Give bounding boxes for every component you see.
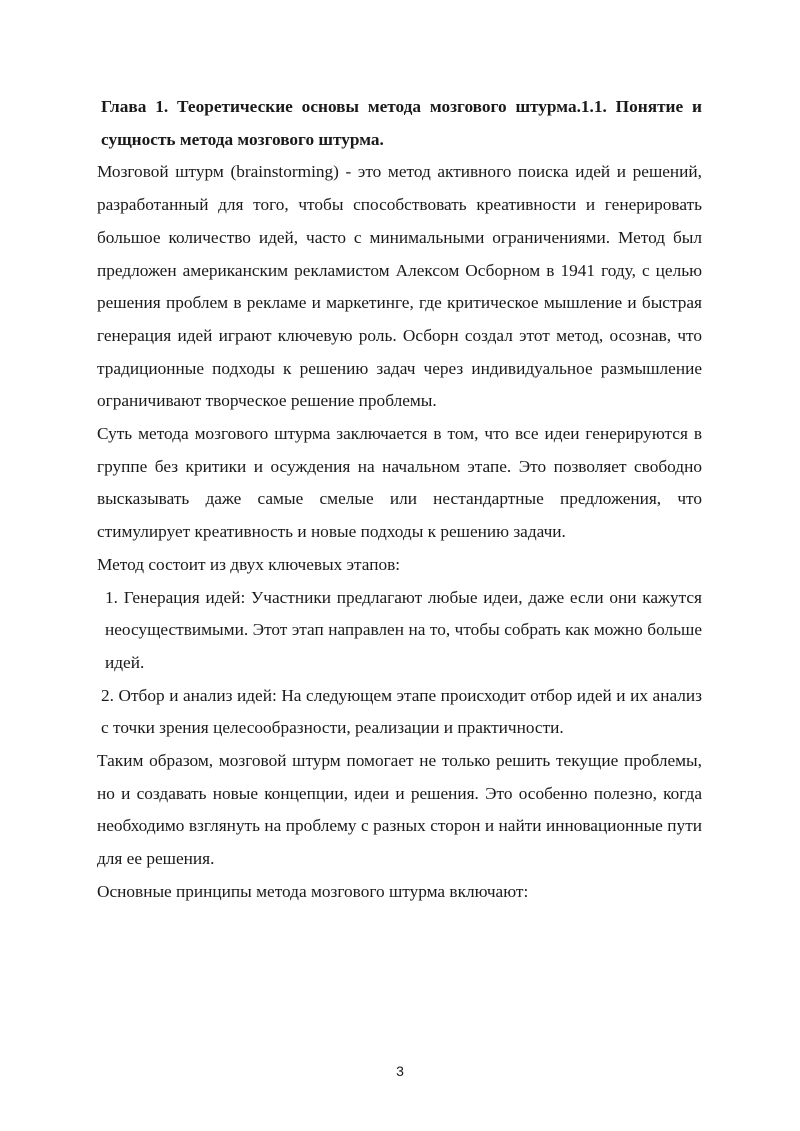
- paragraph-stages-intro: Метод состоит из двух ключевых этапов:: [97, 554, 401, 574]
- paragraph-principles-intro: Основные принципы метода мозгового штурма включают:: [97, 881, 529, 901]
- paragraph-conclusion: Таким образом, мозговой штурм помогает не только решить текущие проблемы, но и создавать новые концепции, идеи и решения. Это особенно полезно, когда необходимо взглянуть на проблему с разных сторон и найти инновационные пути для ее решения.: [97, 751, 702, 869]
- page-content: [97, 91, 702, 909]
- paragraph-intro: Мозговой штурм (brainstorming) - это метод активного поиска идей и решений, разработанный для того, чтобы способствовать креативности и генерировать большое количество идей, часто с минимальными ограничениями. Метод был предложен американским рекламистом Алексом Осборном в 1941 году, с целью решения проблем в рекламе и маркетинге, где критическое мышление и быстрая генерация идей играют ключевую роль. Осборн создал этот метод, осознав, что традиционные подходы к решению задач через индивидуальное размышление ограничивают творческое решение проблемы.: [97, 162, 702, 411]
- paragraph-essence: Суть метода мозгового штурма заключается в том, что все идеи генерируются в группе без критики и осуждения на начальном этапе. Это позволяет свободно высказывать даже самые смелые или нестандартные предложения, что стимулирует креативность и новые подходы к решению задачи.: [97, 424, 702, 542]
- chapter-heading: Глава 1. Теоретические основы метода мозгового штурма.1.1. Понятие и сущность метода мозгового штурма.: [101, 97, 702, 149]
- page-number: 3: [396, 1063, 404, 1079]
- list-item-stage-1: 1. Генерация идей: Участники предлагают любые идеи, даже если они кажутся неосуществимыми. Этот этап направлен на то, чтобы собрать как можно больше идей.: [105, 587, 702, 672]
- list-item-stage-2: 2. Отбор и анализ идей: На следующем этапе происходит отбор идей и их анализ с точки зрения целесообразности, реализации и практичности.: [101, 685, 702, 738]
